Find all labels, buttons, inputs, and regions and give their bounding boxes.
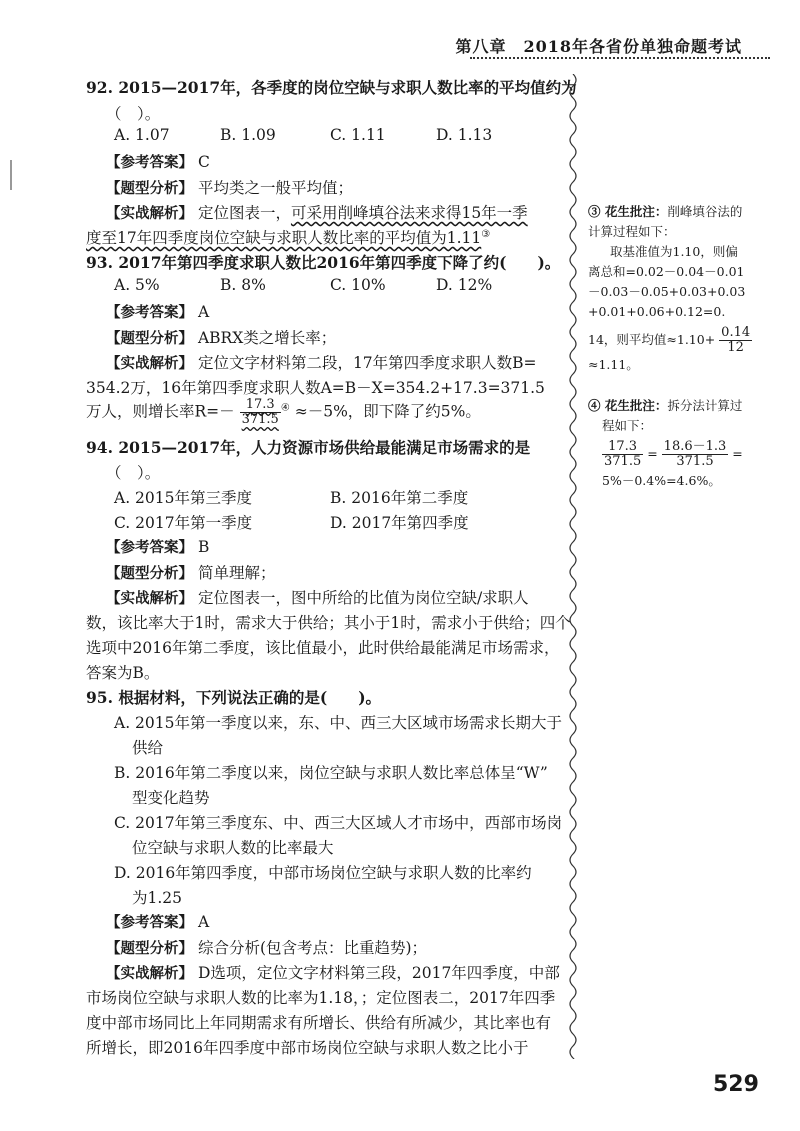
fraction-denominator: 371.5 xyxy=(241,412,279,427)
footnote-mark: ③ xyxy=(481,228,491,240)
fraction-numerator: 17.3 xyxy=(240,398,281,413)
fraction-denominator: 12 xyxy=(727,340,744,355)
side-note-3-line3: 取基准值为1.10，则偏 xyxy=(610,244,738,259)
side-note-4-line4: 5%－0.4%=4.6%。 xyxy=(602,473,721,488)
q92-solution-underlined2: 度至17年四季度岗位空缺与求职人数比率的平均值为1.11 xyxy=(86,229,482,247)
side-note-4-formula xyxy=(588,440,763,469)
q92-solution-text: 定位图表一， xyxy=(197,204,291,222)
q95-option-a-line2: 供给 xyxy=(132,739,164,757)
q93-option-c: C. 10% xyxy=(330,276,386,294)
q95-option-c-line2: 位空缺与求职人数的比率最大 xyxy=(132,839,334,857)
q92-option-c: C. 1.11 xyxy=(330,126,386,144)
q95-option-b-line2: 型变化趋势 xyxy=(132,789,210,807)
side-note-4-line2: 程如下： xyxy=(602,418,653,433)
q92-stem-line1: 92. 2015—2017年，各季度的岗位空缺与求职人数比率的平均值约为 xyxy=(86,78,577,97)
type-label: 【题型分析】 xyxy=(106,331,193,347)
q95-type-line xyxy=(106,936,427,958)
equals-sign: = xyxy=(647,446,658,461)
q95-type: 综合分析(包含考点：比重趋势)； xyxy=(197,939,428,957)
note-title: ④ 花生批注： xyxy=(588,398,668,413)
side-note-3-line7 xyxy=(588,326,763,355)
running-header xyxy=(455,30,770,58)
fraction-denominator: 371.5 xyxy=(604,454,642,469)
scan-mark xyxy=(10,160,12,190)
q95-answer-line xyxy=(106,911,209,932)
q92-stem-line2: （ ）。 xyxy=(106,105,161,123)
answer-label: 【参考答案】 xyxy=(106,540,193,556)
side-note-3-line2: 计算过程如下： xyxy=(588,224,676,239)
q95-option-a-line1: A. 2015年第一季度以来，东、中、西三大区域市场需求长期大于 xyxy=(114,714,562,732)
fraction-numerator: 18.6－1.3 xyxy=(663,439,727,454)
q94-option-c: C. 2017年第一季度 xyxy=(114,514,253,532)
fraction-denominator: 371.5 xyxy=(676,454,714,469)
q95-solution-line4: 所增长，即2016年四季度中部市场岗位空缺与求职人数之比小于 xyxy=(86,1039,529,1057)
q92-type-line xyxy=(106,176,353,198)
q93-option-b: B. 8% xyxy=(220,276,266,294)
q92-option-d: D. 1.13 xyxy=(436,126,493,144)
type-label: 【题型分析】 xyxy=(106,941,193,957)
q92-solution-line2 xyxy=(86,226,490,248)
side-note-4-fraction2 xyxy=(662,440,729,469)
q95-option-c-line1: C. 2017年第三季度东、中、西三大区域人才市场中，西部市场岗 xyxy=(114,814,563,832)
q94-solution-line4: 答案为B。 xyxy=(86,664,160,682)
q93-answer-line xyxy=(106,301,209,322)
q95-solution-text: D选项，定位文字材料第三段，2017年四季度，中部 xyxy=(197,964,560,982)
q92-option-a: A. 1.07 xyxy=(114,126,170,144)
header-rule xyxy=(470,57,770,59)
note-text: 削峰填谷法的 xyxy=(667,204,743,219)
equals-sign: = xyxy=(732,446,743,461)
q93-option-d: D. 12% xyxy=(436,276,493,294)
q93-solution-line3 xyxy=(86,398,481,427)
side-note-3 xyxy=(588,202,763,375)
q95-stem: 95. 根据材料，下列说法正确的是( )。 xyxy=(86,688,382,707)
q92-option-b: B. 1.09 xyxy=(220,126,276,144)
fraction-numerator: 0.14 xyxy=(721,325,751,340)
q94-option-d: D. 2017年第四季度 xyxy=(330,514,469,532)
q92-type: 平均类之一般平均值； xyxy=(197,179,353,197)
side-note-3-line1 xyxy=(588,202,763,222)
q92-solution-line1 xyxy=(106,201,528,223)
side-note-4-fraction1 xyxy=(602,440,643,469)
q95-solution-line2: 市场岗位空缺与求职人数的比率为1.18，；定位图表二，2017年四季 xyxy=(86,989,556,1007)
solution-label: 【实战解析】 xyxy=(106,206,193,222)
q94-type: 简单理解； xyxy=(197,564,276,582)
q92-answer: C xyxy=(197,153,210,171)
q94-option-a: A. 2015年第三季度 xyxy=(114,489,252,507)
side-note-3-line5: －0.03－0.05+0.03+0.03 xyxy=(588,284,746,299)
q93-solution-line1 xyxy=(106,351,537,373)
solution-label: 【实战解析】 xyxy=(106,966,193,982)
q94-stem-line2: （ ）。 xyxy=(106,464,161,482)
answer-label: 【参考答案】 xyxy=(106,155,193,171)
note-text: 拆分法计算过 xyxy=(667,398,743,413)
q92-solution-underlined: 可采用削峰填谷法来求得15年一季 xyxy=(290,204,528,222)
fraction-numerator: 17.3 xyxy=(602,440,643,455)
q94-type-line xyxy=(106,561,275,583)
side-note-4-line1 xyxy=(588,396,763,416)
chapter-title: 第八章 2018年各省份单独命题考试 xyxy=(455,37,742,56)
wavy-divider xyxy=(566,74,580,1059)
footnote-mark: ④ xyxy=(280,402,290,414)
q93-answer: A xyxy=(197,303,210,321)
note-text: 14，则平均值≈1.10+ xyxy=(588,332,716,347)
q95-solution-line3: 度中部市场同比上年同期需求有所增长、供给有所减少，其比率也有 xyxy=(86,1014,552,1032)
side-note-3-line4: 离总和=0.02－0.04－0.01 xyxy=(588,264,745,279)
side-note-3-line8: ≈1.11。 xyxy=(588,357,639,372)
q92-answer-line xyxy=(106,151,210,172)
q93-solution-line2: 354.2万，16年第四季度求职人数A=B－X=354.2+17.3=371.5 xyxy=(86,379,545,397)
q94-solution-line1 xyxy=(106,586,529,608)
q94-solution-text: 定位图表一，图中所给的比值为岗位空缺/求职人 xyxy=(197,589,529,607)
side-note-4 xyxy=(588,396,763,491)
q95-option-d-line2: 为1.25 xyxy=(132,889,183,907)
q93-fraction xyxy=(240,398,281,427)
q95-option-b-line1: B. 2016年第二季度以来，岗位空缺与求职人数比率总体呈“W” xyxy=(114,764,548,782)
q93-type: ABRX类之增长率； xyxy=(197,329,337,347)
solution-label: 【实战解析】 xyxy=(106,591,193,607)
q95-option-d-line1: D. 2016年第四季度，中部市场岗位空缺与求职人数的比率约 xyxy=(114,864,532,882)
q94-stem-line1: 94. 2015—2017年，人力资源市场供给最能满足市场需求的是 xyxy=(86,438,531,457)
q94-option-b: B. 2016年第二季度 xyxy=(330,489,469,507)
q94-solution-line2: 数，该比率大于1时，需求大于供给；其小于1时，需求小于供给；四个 xyxy=(86,614,571,632)
q95-answer: A xyxy=(197,913,210,931)
solution-label: 【实战解析】 xyxy=(106,356,193,372)
q94-solution-line3: 选项中2016年第二季度，该比值最小，此时供给最能满足市场需求， xyxy=(86,639,560,657)
answer-label: 【参考答案】 xyxy=(106,305,193,321)
q93-stem: 93. 2017年第四季度求职人数比2016年第四季度下降了约( )。 xyxy=(86,253,561,272)
side-note-3-line6: +0.01+0.06+0.12=0. xyxy=(588,304,726,319)
type-label: 【题型分析】 xyxy=(106,181,193,197)
q94-answer: B xyxy=(197,538,210,556)
q95-solution-line1 xyxy=(106,961,560,983)
page-number: 529 xyxy=(713,1072,759,1097)
q93-formula-suffix: ≈－5%，即下降了约5%。 xyxy=(294,402,481,421)
q93-solution-text: 定位文字材料第二段，17年第四季度求职人数B= xyxy=(197,354,537,372)
note-title: ③ 花生批注： xyxy=(588,204,668,219)
q93-formula-prefix: 万人，则增长率R=－ xyxy=(86,402,235,421)
type-label: 【题型分析】 xyxy=(106,566,193,582)
q93-type-line xyxy=(106,326,336,348)
side-note-3-fraction xyxy=(719,326,752,355)
q94-answer-line xyxy=(106,536,209,557)
answer-label: 【参考答案】 xyxy=(106,915,193,931)
q93-option-a: A. 5% xyxy=(114,276,160,294)
